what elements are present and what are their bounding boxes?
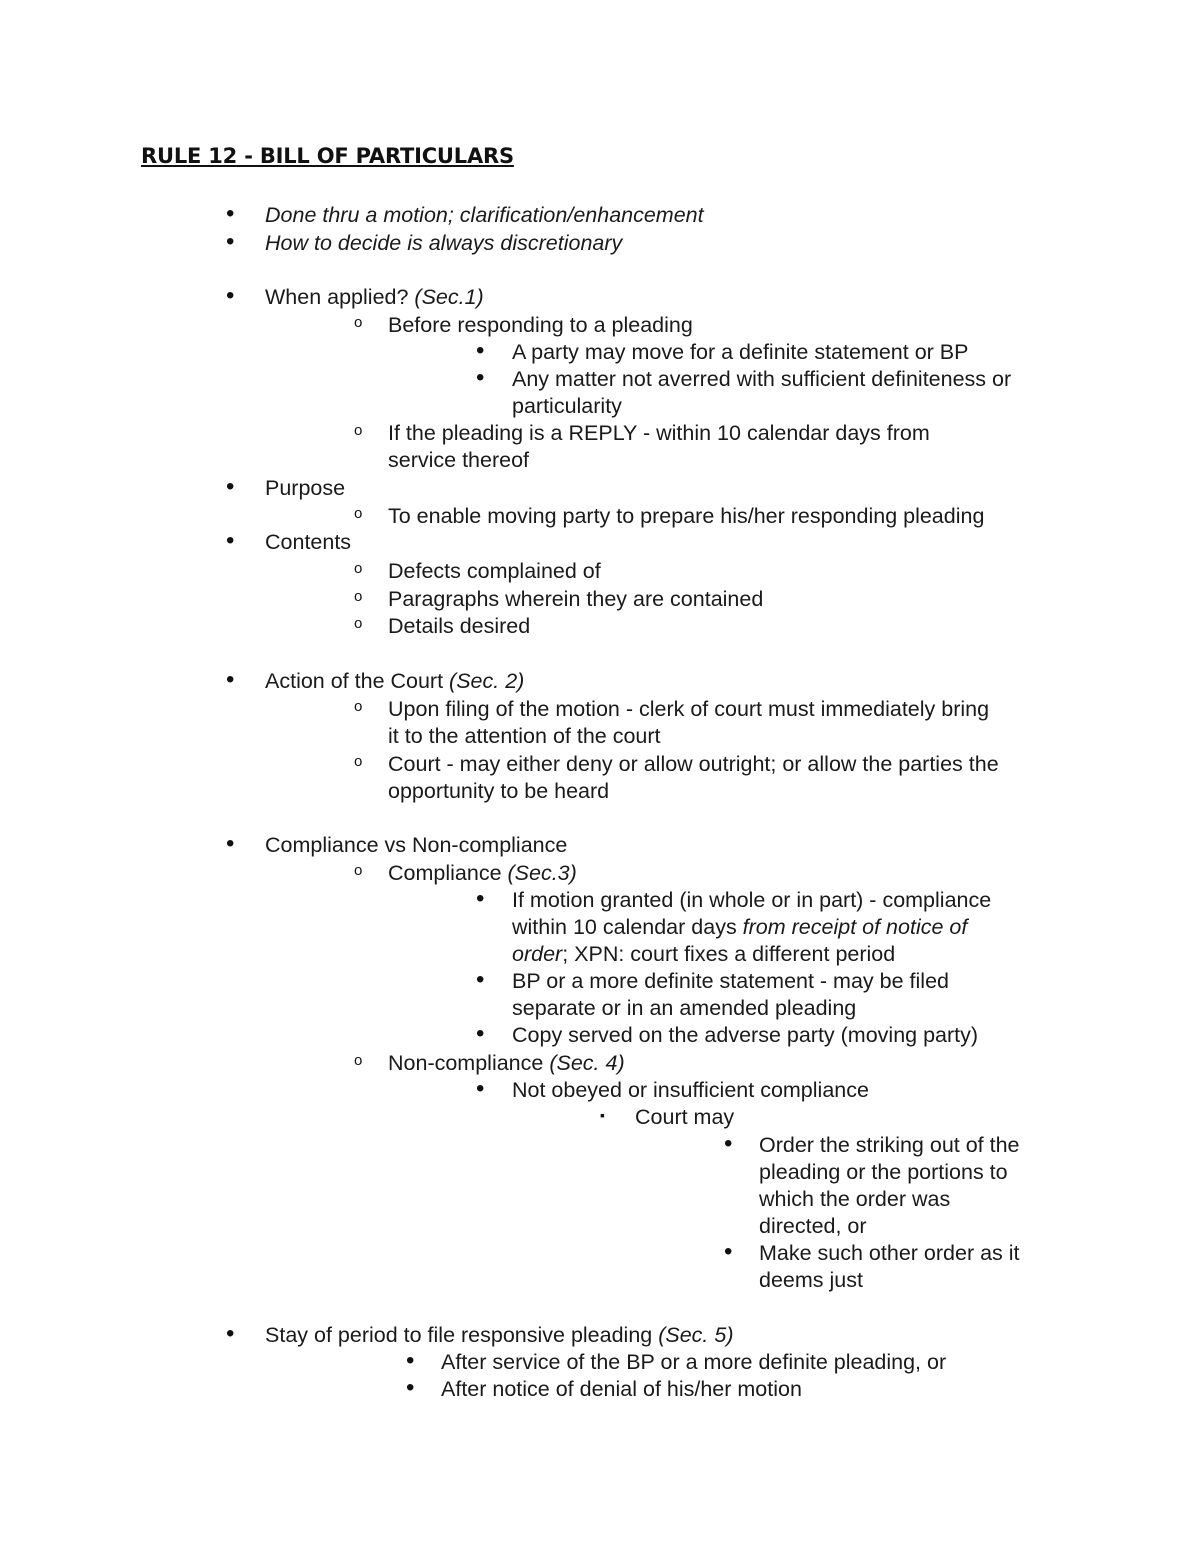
circle-bullet-icon <box>354 695 362 723</box>
list-item: Defects complained of <box>388 559 601 583</box>
list-item: Done thru a motion; clarification/enhancement <box>265 203 704 227</box>
section-label: Action of the Court <box>265 669 450 693</box>
list-item: Order the striking out of the <box>759 1133 1020 1157</box>
list-item-continued <box>512 941 895 968</box>
list-item: After service of the BP or a more definite pleading, or <box>441 1350 947 1374</box>
list-item: A party may move for a definite statement or BP <box>512 340 969 364</box>
section-ref: (Sec.3) <box>507 861 577 885</box>
list-item-continued: separate or in an amended pleading <box>512 996 857 1020</box>
list-item-action <box>265 668 524 695</box>
section-label: Contents <box>265 530 352 554</box>
text-run: ; XPN: court fixes a different period <box>562 942 896 966</box>
sub-label: Non-compliance <box>388 1051 550 1075</box>
bullet-icon <box>406 1374 414 1403</box>
section-label: Purpose <box>265 476 346 500</box>
list-item: Make such other order as it <box>759 1241 1020 1265</box>
list-item: BP or a more definite statement - may be filed <box>512 969 949 993</box>
list-item: To enable moving party to prepare his/her responding pleading <box>388 504 985 528</box>
section-ref: (Sec. 5) <box>658 1323 734 1347</box>
circle-bullet-icon <box>354 502 362 530</box>
bullet-icon <box>476 337 484 366</box>
list-item: Copy served on the adverse party (moving party) <box>512 1023 979 1047</box>
bullet-icon <box>724 1130 732 1159</box>
bullet-icon <box>476 1020 484 1049</box>
bullet-icon <box>476 966 484 995</box>
list-item-stay <box>265 1322 734 1349</box>
bullet-icon <box>226 1320 234 1349</box>
circle-bullet-icon <box>354 419 362 447</box>
list-item-continued: it to the attention of the court <box>388 724 661 748</box>
list-item-continued: deems just <box>759 1268 863 1292</box>
circle-bullet-icon <box>354 311 362 339</box>
section-ref: (Sec. 4) <box>549 1051 625 1075</box>
list-item-non-compliance <box>388 1050 625 1077</box>
text-run-italic: order <box>512 942 563 966</box>
section-label: When applied? <box>265 285 415 309</box>
list-item-compliance <box>388 860 577 887</box>
circle-bullet-icon <box>354 859 362 887</box>
bullet-icon <box>476 885 484 914</box>
list-item-continued: service thereof <box>388 448 530 472</box>
circle-bullet-icon <box>354 750 362 778</box>
text-run-italic: from receipt of notice of <box>742 915 968 939</box>
bullet-icon <box>226 527 234 556</box>
list-item: How to decide is always discretionary <box>265 231 623 255</box>
sub-label: Compliance <box>388 861 508 885</box>
bullet-icon <box>226 200 234 229</box>
section-ref: (Sec.1) <box>414 285 484 309</box>
section-label: Stay of period to file responsive pleading <box>265 1323 659 1347</box>
list-item: Court may <box>635 1105 735 1129</box>
bullet-icon <box>226 228 234 257</box>
list-item-continued: pleading or the portions to <box>759 1160 1008 1184</box>
circle-bullet-icon <box>354 1049 362 1077</box>
section-label: Compliance vs Non-compliance <box>265 833 568 857</box>
bullet-icon <box>226 473 234 502</box>
list-item-continued <box>512 914 967 941</box>
bullet-icon <box>226 830 234 859</box>
bullet-icon <box>406 1347 414 1376</box>
square-bullet-icon <box>600 1104 605 1132</box>
list-item: Upon filing of the motion - clerk of court must immediately bring <box>388 697 990 721</box>
page-title: RULE 12 - BILL OF PARTICULARS <box>141 144 514 168</box>
list-item: Court - may either deny or allow outright; or allow the parties the <box>388 752 999 776</box>
list-item-continued: particularity <box>512 394 622 418</box>
bullet-icon <box>476 1075 484 1104</box>
list-item: Paragraphs wherein they are contained <box>388 587 764 611</box>
bullet-icon <box>226 666 234 695</box>
circle-bullet-icon <box>354 612 362 640</box>
circle-bullet-icon <box>354 557 362 585</box>
list-item: If the pleading is a REPLY - within 10 calendar days from <box>388 421 930 445</box>
bullet-icon <box>476 364 484 393</box>
list-item-when-applied <box>265 284 484 311</box>
bullet-icon <box>724 1238 732 1267</box>
circle-bullet-icon <box>354 585 362 613</box>
bullet-icon <box>226 282 234 311</box>
section-ref: (Sec. 2) <box>449 669 525 693</box>
list-item: Before responding to a pleading <box>388 313 693 337</box>
list-item: Not obeyed or insufficient compliance <box>512 1078 869 1102</box>
list-item: Any matter not averred with sufficient definiteness or <box>512 367 1012 391</box>
list-item-continued: which the order was <box>759 1187 951 1211</box>
list-item-continued: directed, or <box>759 1214 867 1238</box>
list-item: If motion granted (in whole or in part) - compliance <box>512 888 992 912</box>
list-item-continued: opportunity to be heard <box>388 779 610 803</box>
text-run: within 10 calendar days <box>512 915 743 939</box>
list-item: Details desired <box>388 614 531 638</box>
list-item: After notice of denial of his/her motion <box>441 1377 802 1401</box>
